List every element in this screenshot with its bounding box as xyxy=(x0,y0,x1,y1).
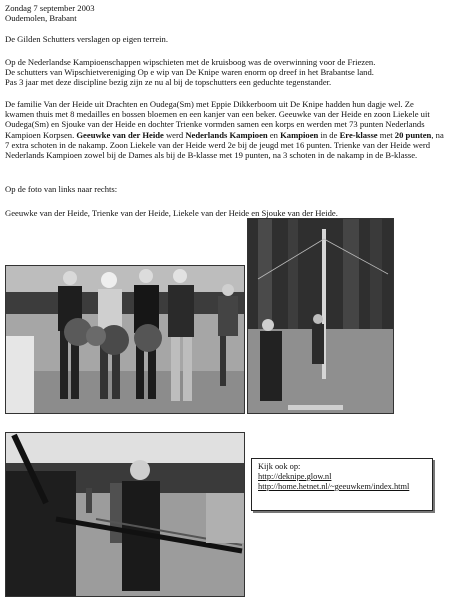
deknipe-link[interactable]: http://deknipe.glow.nl xyxy=(258,472,332,481)
article-headline: De Gilden Schutters verslagen op eigen terrein. xyxy=(5,34,168,44)
links-title: Kijk ook op: xyxy=(258,462,301,471)
intro-line-1: Op de Nederlandse Kampioenschappen wipschieten met de kruisboog was de overwinning voor de Friezen. xyxy=(5,57,376,67)
crossbow-photo xyxy=(5,432,245,597)
results-paragraph: De familie Van der Heide uit Drachten en Oudega(Sm) met Eppie Dikkerboom uit De Knipe hadden hun dagje wel. Ze kwamen thuis met 8 medailles en bossen bloemen en een kanjer van een beker. Geeuwke van der Heide en zoon Liekele uit Oudega(Sm) en Sjouke van der Heide en dochter Trienke vormden samen een korps en werden met 73 punten Nederlands Kampioen Korpsen. Geeuwke van der Heide werd Nederlands Kampioen en Kampioen in de Ere-klasse met 20 punten, na 7 extra schoten in de nakamp. Zoon Liekele van der Heide werd 2e bij de jeugd met 16 punten. Trienke van der Heide werd Nederlands Kampioen zowel bij de Dames als bij de B-klasse met 19 punten, na 3 schoten in de nakamp in de B-klasse. xyxy=(5,99,444,161)
hetnet-link[interactable]: http://home.hetnet.nl/~geeuwkem/index.html xyxy=(258,482,410,491)
links-box xyxy=(251,458,433,511)
intro-line-3: Pas 3 jaar met deze discipline bezig zijn ze nu al bij de topschutters een geduchte tegenstander. xyxy=(5,77,332,87)
caption-intro: Op de foto van links naar rechts: xyxy=(5,184,118,194)
article-date: Zondag 7 september 2003 xyxy=(5,3,95,13)
pole-photo xyxy=(247,218,394,414)
article-location: Oudemolen, Brabant xyxy=(5,13,77,23)
intro-line-2: De schutters van Wipschietvereniging Op e wip van De Knipe waren enorm op dreef in het Brabantse land. xyxy=(5,67,374,77)
group-photo xyxy=(5,265,245,414)
caption-names: Geeuwke van der Heide, Trienke van der Heide, Liekele van der Heide en Sjouke van der Heide. xyxy=(5,208,338,218)
